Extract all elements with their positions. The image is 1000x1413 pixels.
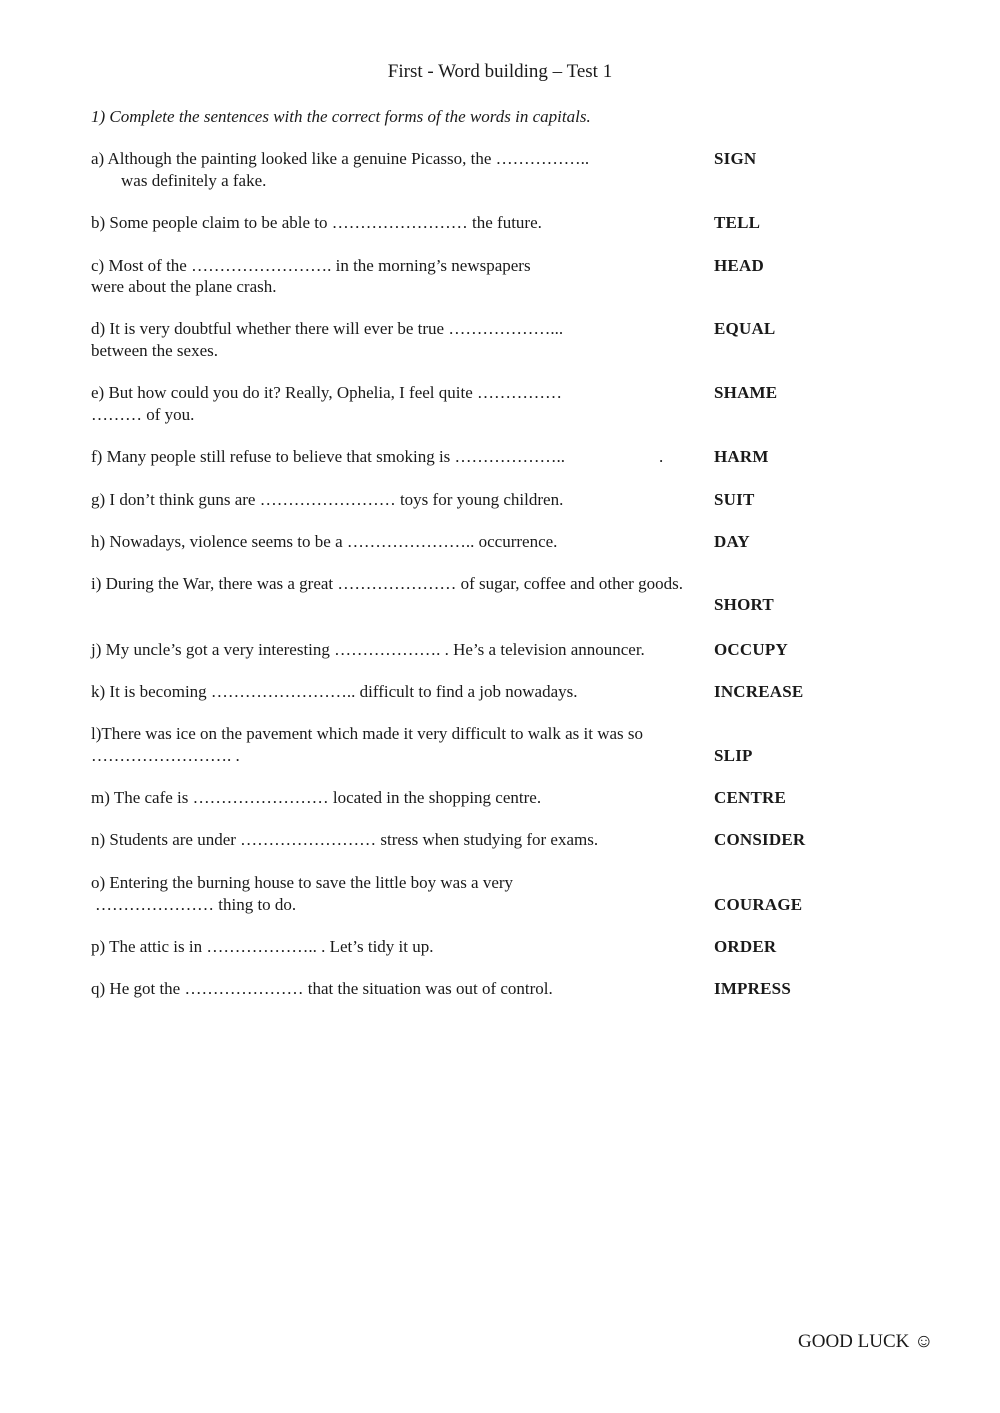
question-n-text: n) Students are under …………………… stress when studying for exams. xyxy=(91,830,599,849)
question-j-keyword: OCCUPY xyxy=(714,640,788,659)
question-a-keyword: SIGN xyxy=(714,149,757,168)
question-o-keyword: COURAGE xyxy=(714,895,803,914)
question-g-text: g) I don’t think guns are …………………… toys for young children. xyxy=(91,490,564,509)
question-a-text: a) Although the painting looked like a genuine Picasso, the …………….. xyxy=(91,149,590,168)
question-q-text: q) He got the ………………… that the situation was out of control. xyxy=(91,979,553,998)
question-p-text: p) The attic is in ……………….. . Let’s tidy it up. xyxy=(91,937,434,956)
instruction-text: 1) Complete the sentences with the correct forms of the words in capitals. xyxy=(91,107,591,126)
question-i-keyword: SHORT xyxy=(714,595,774,614)
question-m-keyword: CENTRE xyxy=(714,788,787,807)
question-d-keyword: EQUAL xyxy=(714,319,776,338)
question-p-keyword: ORDER xyxy=(714,937,777,956)
question-b-keyword: TELL xyxy=(714,213,761,232)
question-c-text-continued: were about the plane crash. xyxy=(91,277,277,296)
question-j-text: j) My uncle’s got a very interesting ………………. . He’s a television announcer. xyxy=(91,640,645,659)
question-i-text: i) During the War, there was a great ………………… of sugar, coffee and other goods. xyxy=(91,574,683,593)
question-l-text-continued: ……………………. . xyxy=(91,746,240,765)
question-o-text-continued: ………………… thing to do. xyxy=(95,895,297,914)
question-a-text-continued: was definitely a fake. xyxy=(121,171,267,190)
question-l-keyword: SLIP xyxy=(714,746,753,765)
question-e-keyword: SHAME xyxy=(714,383,778,402)
question-c-keyword: HEAD xyxy=(714,256,764,275)
question-k-keyword: INCREASE xyxy=(714,682,804,701)
question-q-keyword: IMPRESS xyxy=(714,979,791,998)
question-e-text-continued: ……… of you. xyxy=(91,405,195,424)
question-d-text-continued: between the sexes. xyxy=(91,341,218,360)
question-k-text: k) It is becoming …………………….. difficult to find a job nowadays. xyxy=(91,682,578,701)
question-b-text: b) Some people claim to be able to …………………… the future. xyxy=(91,213,542,232)
question-d-text: d) It is very doubtful whether there will ever be true ………………... xyxy=(91,319,564,338)
question-h-keyword: DAY xyxy=(714,532,750,551)
question-n-keyword: CONSIDER xyxy=(714,830,806,849)
question-e-text: e) But how could you do it? Really, Ophelia, I feel quite …………… xyxy=(91,383,563,402)
question-h-text: h) Nowadays, violence seems to be a ………………….. occurrence. xyxy=(91,532,558,551)
question-o-text: o) Entering the burning house to save the little boy was a very xyxy=(91,873,514,892)
question-c-text: c) Most of the ……………………. in the morning’s newspapers xyxy=(91,256,531,275)
question-g-keyword: SUIT xyxy=(714,490,755,509)
question-l-text: l)There was ice on the pavement which made it very difficult to walk as it was so xyxy=(91,724,644,743)
question-f-stray-dot: . xyxy=(659,447,664,466)
page-title: First - Word building – Test 1 xyxy=(387,61,613,82)
question-f-keyword: HARM xyxy=(714,447,769,466)
question-m-text: m) The cafe is …………………… located in the shopping centre. xyxy=(91,788,542,807)
question-f-text: f) Many people still refuse to believe that smoking is ……………….. xyxy=(91,447,566,466)
good-luck-footer: GOOD LUCK ☺ xyxy=(798,1331,934,1352)
